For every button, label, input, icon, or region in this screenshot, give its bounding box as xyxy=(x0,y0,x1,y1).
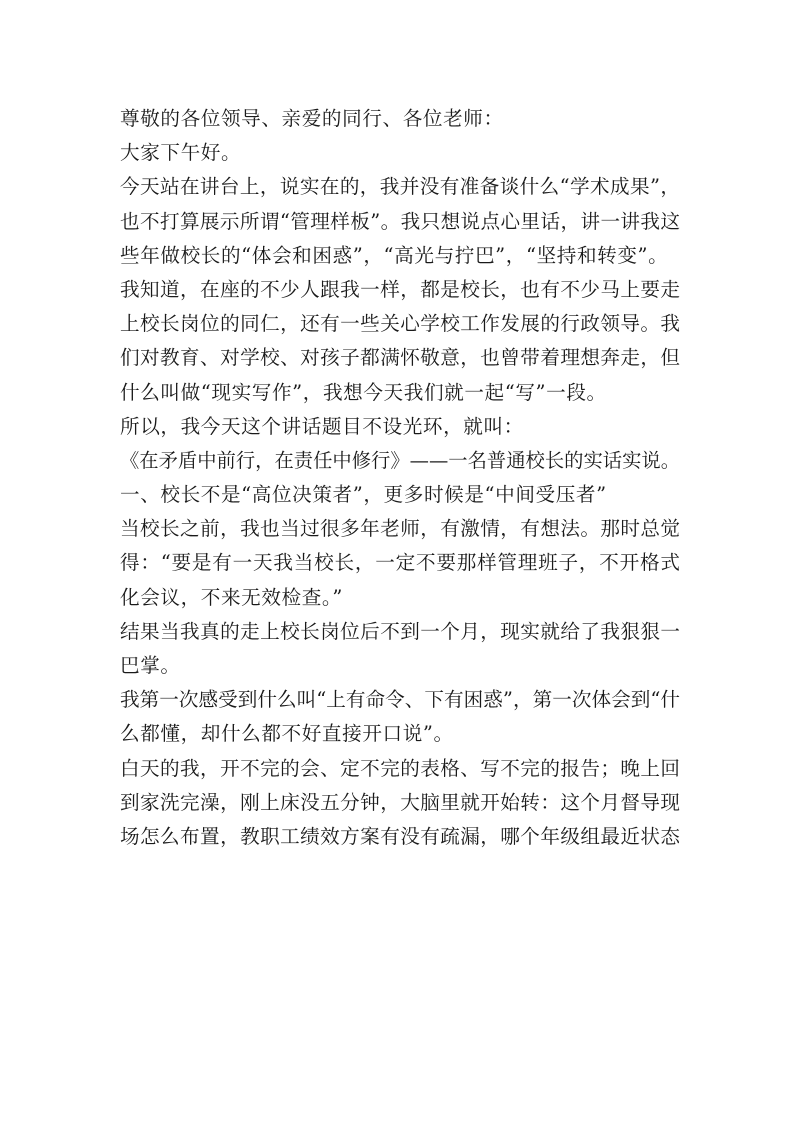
text-line: 们对教育、对学校、对孩子都满怀敬意，也曾带着理想奔走，但 xyxy=(120,346,680,370)
text-line: 到家洗完澡，刚上床没五分钟，大脑里就开始转：这个月督导现 xyxy=(120,790,680,814)
document-body xyxy=(120,102,680,854)
text-line: 上校长岗位的同仁，还有一些关心学校工作发展的行政领导。我 xyxy=(120,312,680,336)
text-line: 我知道，在座的不少人跟我一样，都是校长，也有不少马上要走 xyxy=(120,277,680,301)
text-line: 些年做校长的“体会和困惑”，“高光与拧巴”，“坚持和转变”。 xyxy=(120,243,669,267)
text-line: 什么叫做“现实写作”，我想今天我们就一起“写”一段。 xyxy=(120,380,607,404)
text-line: 我第一次感受到什么叫“上有命令、下有困惑”，第一次体会到“什 xyxy=(120,688,680,712)
text-line: 当校长之前，我也当过很多年老师，有激情，有想法。那时总觉 xyxy=(120,517,680,541)
text-line: 结果当我真的走上校长岗位后不到一个月，现实就给了我狠狠一 xyxy=(120,619,680,643)
text-line: 白天的我，开不完的会、定不完的表格、写不完的报告；晚上回 xyxy=(120,756,680,780)
text-line: 《在矛盾中前行，在责任中修行》——一名普通校长的实话实说。 xyxy=(120,448,681,472)
text-line: 巴掌。 xyxy=(120,654,181,677)
text-line: 化会议，不来无效检查。” xyxy=(120,585,343,609)
text-line: 么都懂，却什么都不好直接开口说”。 xyxy=(120,722,454,746)
text-line: 大家下午好。 xyxy=(120,141,242,165)
text-line: 所以，我今天这个讲话题目不设光环，就叫： xyxy=(120,414,524,438)
text-line: 也不打算展示所谓“管理样板”。我只想说点心里话，讲一讲我这 xyxy=(120,209,680,233)
text-line: 得：“要是有一天我当校长，一定不要那样管理班子，不开格式 xyxy=(120,551,680,575)
text-line: 尊敬的各位领导、亲爱的同行、各位老师： xyxy=(120,107,504,130)
text-line: 今天站在讲台上，说实在的，我并没有准备谈什么“学术成果”， xyxy=(120,175,680,199)
text-line: 一、校长不是“高位决策者”，更多时候是“中间受压者” xyxy=(120,483,607,507)
text-line: 场怎么布置，教职工绩效方案有没有疏漏，哪个年级组最近状态 xyxy=(120,824,680,848)
